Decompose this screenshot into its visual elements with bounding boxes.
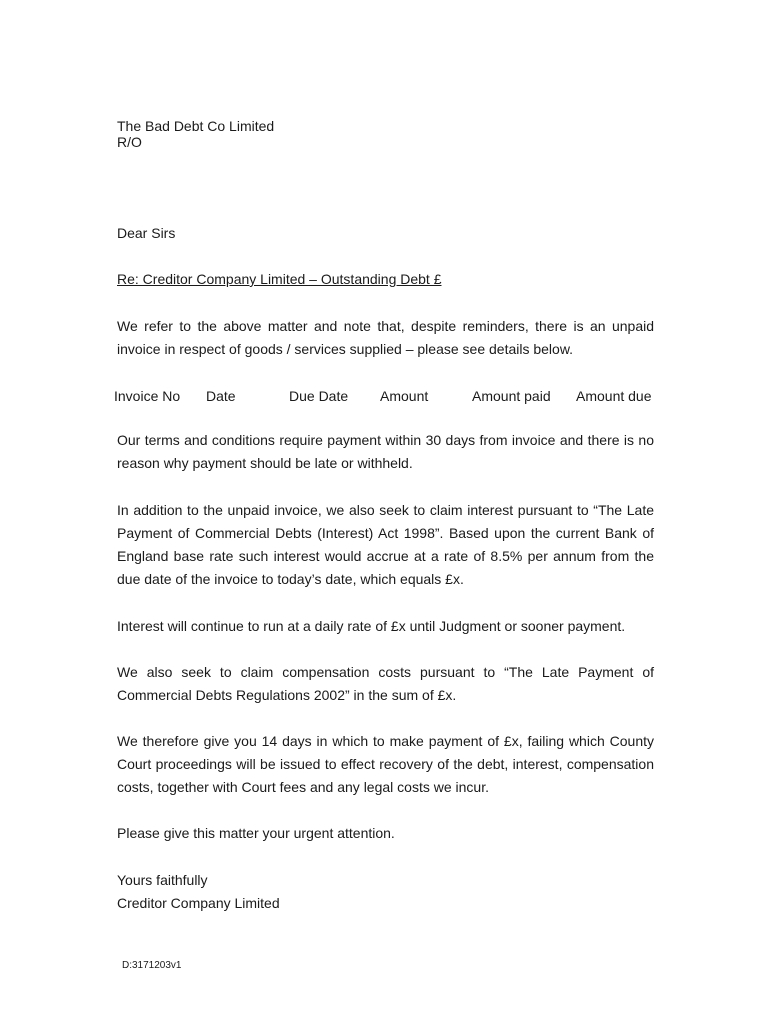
sign-off: Yours faithfully <box>117 872 208 888</box>
header-amount: Amount <box>380 388 429 404</box>
header-due-date: Due Date <box>289 388 349 404</box>
paragraph-compensation: We also seek to claim compensation costs pursuant to “The Late Payment of Commercial Debts Regulations 2002” in the sum of £x. <box>117 664 654 703</box>
header-amount-paid: Amount paid <box>472 388 551 404</box>
subject-text: Re: Creditor Company Limited – Outstanding Debt £ <box>117 271 442 287</box>
header-amount-due: Amount due <box>576 388 652 404</box>
paragraph-urgent: Please give this matter your urgent attention. <box>117 825 395 841</box>
header-invoice-no: Invoice No <box>114 388 181 404</box>
paragraph-terms: Our terms and conditions require payment within 30 days from invoice and there is no reason why payment should be late or withheld. <box>117 432 654 471</box>
paragraph-interest-claim: In addition to the unpaid invoice, we also seek to claim interest pursuant to “The Late Payment of Commercial Debts (Interest) Act 1998”. Based upon the current Bank of England base rate such interest would accrue at a rate of 8.5% per annum from the due date of the invoice to today’s date, which equals £x. <box>117 502 654 587</box>
paragraph-intro: We refer to the above matter and note that, despite reminders, there is an unpaid invoice in respect of goods / services supplied – please see details below. <box>117 318 654 357</box>
addressee-block <box>117 118 654 150</box>
paragraph-deadline: We therefore give you 14 days in which to make payment of £x, failing which County Court proceedings will be issued to effect recovery of the debt, interest, compensation costs, together with Court fees and any legal costs we incur. <box>117 733 654 795</box>
subject-line <box>117 268 654 291</box>
paragraph-daily-rate: Interest will continue to run at a daily rate of £x until Judgment or sooner payment. <box>117 618 626 634</box>
signatory: Creditor Company Limited <box>117 895 280 911</box>
header-date: Date <box>206 388 236 404</box>
salutation: Dear Sirs <box>117 225 176 241</box>
addressee-address: R/O <box>117 134 142 150</box>
document-reference: D:3171203v1 <box>122 960 182 971</box>
addressee-name: The Bad Debt Co Limited <box>117 118 275 134</box>
